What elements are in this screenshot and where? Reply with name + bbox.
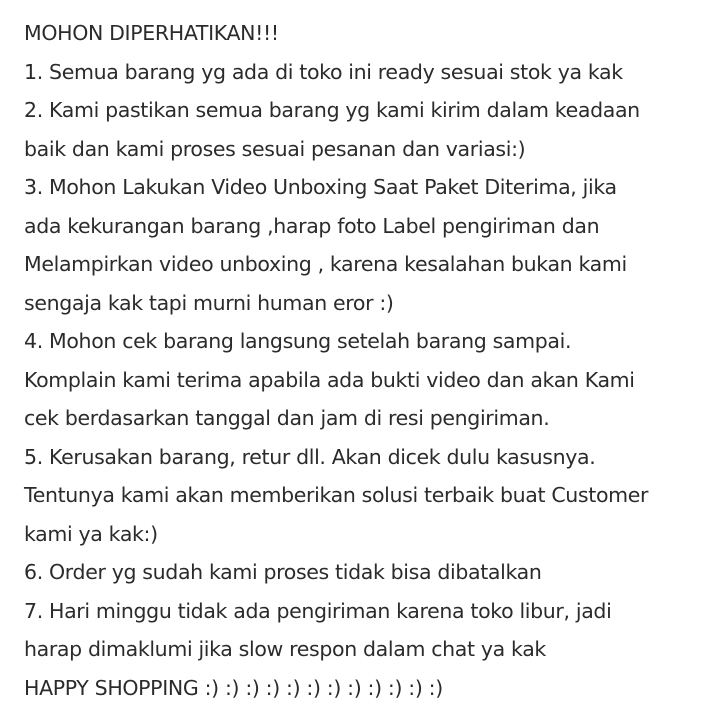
notice-line-rule-5c: kami ya kak:) bbox=[24, 521, 158, 546]
notice-line-rule-2b: baik dan kami proses sesuai pesanan dan variasi:) bbox=[24, 136, 526, 161]
notice-line-rule-3a: 3. Mohon Lakukan Video Unboxing Saat Paket Diterima, jika bbox=[24, 175, 617, 199]
notice-line-rule-7a: 7. Hari minggu tidak ada pengiriman karena toko libur, jadi bbox=[24, 598, 612, 623]
notice-line-rule-5a: 5. Kerusakan barang, retur dll. Akan dicek dulu kasusnya. bbox=[24, 444, 596, 469]
notice-line-rule-3b: ada kekurangan barang ,harap foto Label pengiriman dan bbox=[24, 213, 600, 238]
notice-line-rule-1: 1. Semua barang yg ada di toko ini ready sesuai stok ya kak bbox=[24, 59, 623, 84]
notice-line-rule-3d: sengaja kak tapi murni human eror :) bbox=[24, 290, 394, 315]
notice-line-rule-4b: Komplain kami terima apabila ada bukti video dan akan Kami bbox=[24, 367, 635, 392]
notice-line-rule-5b: Tentunya kami akan memberikan solusi terbaik buat Customer bbox=[24, 483, 649, 507]
notice-text-block bbox=[24, 14, 716, 707]
notice-line-rule-7b: harap dimaklumi jika slow respon dalam chat ya kak bbox=[24, 637, 546, 661]
notice-line-rule-2a: 2. Kami pastikan semua barang yg kami kirim dalam keadaan bbox=[24, 98, 640, 122]
notice-heading: MOHON DIPERHATIKAN!!! bbox=[24, 21, 279, 45]
notice-line-rule-3c: Melampirkan video unboxing , karena kesalahan bukan kami bbox=[24, 252, 627, 276]
notice-line-rule-6: 6. Order yg sudah kami proses tidak bisa dibatalkan bbox=[24, 560, 542, 584]
notice-line-rule-4a: 4. Mohon cek barang langsung setelah barang sampai. bbox=[24, 329, 572, 353]
notice-line-rule-4c: cek berdasarkan tanggal dan jam di resi pengiriman. bbox=[24, 406, 550, 430]
notice-closing: HAPPY SHOPPING :) :) :) :) :) :) :) :) :) :) :) :) bbox=[24, 675, 443, 700]
